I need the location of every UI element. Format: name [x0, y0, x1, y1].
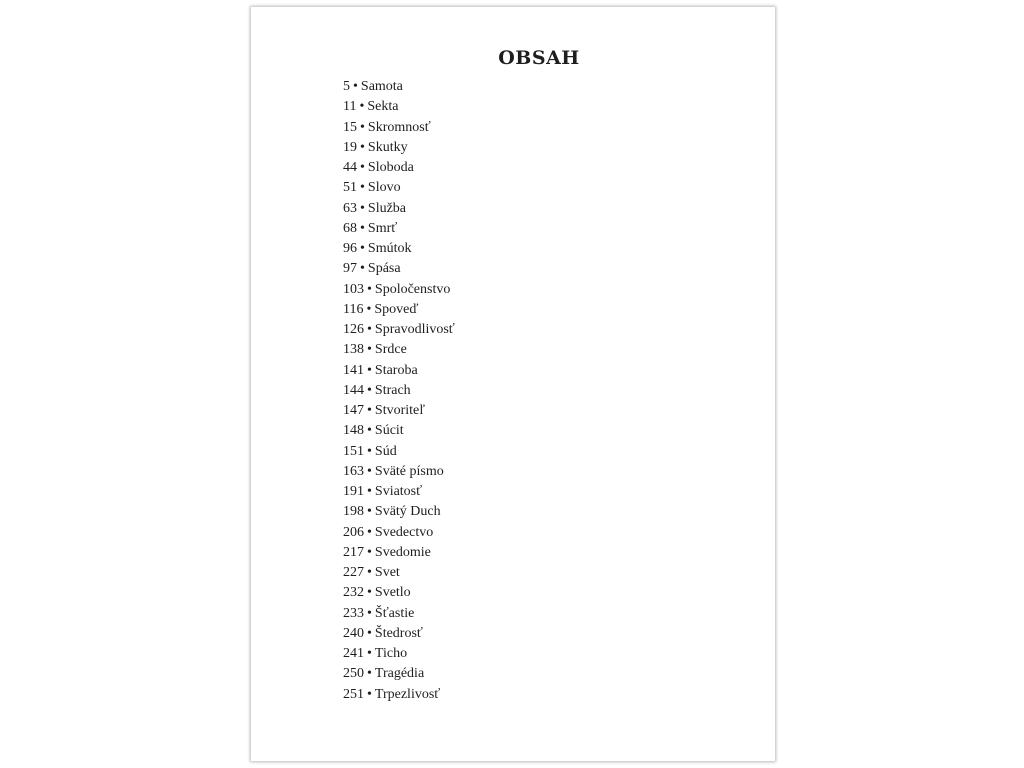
toc-separator: • — [367, 544, 372, 560]
toc-entry — [343, 624, 455, 644]
toc-entry-label: Súcit — [374, 423, 404, 439]
document-page — [251, 7, 775, 761]
toc-entry — [343, 118, 455, 138]
toc-entry — [343, 77, 455, 97]
toc-entry-label: Srdce — [374, 342, 407, 358]
toc-separator: • — [367, 565, 372, 580]
toc-entry — [343, 563, 455, 583]
toc-entry-label: Skutky — [367, 139, 408, 155]
toc-entry — [343, 543, 455, 563]
toc-page-number: 163 — [343, 463, 364, 479]
toc-entry-label: Sväté písmo — [374, 463, 444, 479]
toc-entry-label: Spása — [367, 261, 401, 277]
toc-entry-label: Štedrosť — [374, 625, 423, 641]
toc-entry — [343, 239, 455, 259]
toc-page-number: 44 — [343, 160, 357, 175]
toc-entry — [343, 604, 455, 624]
toc-separator: • — [360, 160, 365, 175]
toc-entry-label: Trpezlivosť — [374, 686, 441, 702]
toc-page-number: 97 — [343, 261, 357, 277]
toc-separator: • — [367, 605, 372, 621]
toc-page-number: 251 — [343, 686, 364, 702]
toc-separator: • — [367, 362, 372, 378]
toc-page-number: 217 — [343, 544, 364, 560]
toc-separator: • — [367, 463, 372, 479]
toc-entry-label: Sloboda — [367, 160, 414, 175]
toc-separator: • — [353, 79, 358, 94]
toc-entry — [343, 97, 455, 117]
toc-entry-label: Ticho — [374, 646, 408, 661]
toc-entry — [343, 199, 455, 219]
toc-entry — [343, 442, 455, 462]
toc-page-number: 51 — [343, 180, 357, 196]
toc-page-number: 116 — [343, 301, 364, 317]
toc-page-number: 241 — [343, 646, 364, 661]
toc-separator: • — [367, 504, 372, 520]
toc-entry — [343, 462, 455, 482]
toc-separator: • — [360, 220, 365, 236]
toc-page-number: 19 — [343, 139, 357, 155]
toc-separator: • — [367, 484, 372, 499]
toc-entry — [343, 300, 455, 320]
toc-entry — [343, 664, 455, 684]
toc-entry-label: Staroba — [374, 362, 418, 378]
toc-page-number: 63 — [343, 200, 357, 216]
toc-entry — [343, 178, 455, 198]
toc-page-number: 96 — [343, 241, 357, 256]
toc-page-number: 103 — [343, 281, 364, 297]
toc-page-number: 141 — [343, 362, 364, 378]
toc-page-number: 15 — [343, 119, 357, 135]
toc-entry — [343, 502, 455, 522]
toc-separator: • — [367, 646, 372, 661]
toc-entry-label: Smútok — [367, 241, 412, 256]
toc-entry-label: Sviatosť — [374, 484, 423, 499]
toc-entry-label: Služba — [367, 200, 407, 216]
toc-separator: • — [360, 200, 365, 216]
toc-separator: • — [360, 241, 365, 256]
toc-entry — [343, 523, 455, 543]
toc-entry-label: Svetlo — [374, 585, 411, 601]
toc-entry-label: Svet — [374, 565, 400, 580]
toc-entry-label: Skromnosť — [367, 119, 431, 135]
toc-separator: • — [367, 423, 372, 439]
toc-page-number: 126 — [343, 322, 364, 337]
toc-separator: • — [367, 625, 372, 641]
toc-separator: • — [360, 180, 365, 196]
toc-entry-label: Stvoriteľ — [374, 403, 425, 418]
toc-entry-label: Smrť — [367, 220, 398, 236]
toc-entry — [343, 482, 455, 502]
toc-entry — [343, 138, 455, 158]
toc-entry — [343, 340, 455, 360]
toc-entry-label: Tragédia — [374, 666, 425, 682]
toc-entry-label: Samota — [360, 79, 403, 94]
toc-page-number: 68 — [343, 220, 357, 236]
toc-page-number: 198 — [343, 504, 364, 520]
toc-page-number: 240 — [343, 625, 364, 641]
toc-separator: • — [367, 322, 372, 337]
toc-entry-label: Strach — [374, 382, 411, 398]
toc-page-number: 11 — [343, 99, 357, 115]
table-of-contents — [343, 77, 455, 705]
toc-entry — [343, 685, 455, 705]
toc-entry-label: Spoveď — [374, 301, 419, 317]
toc-separator: • — [367, 585, 372, 601]
toc-entry-label: Šťastie — [374, 605, 415, 621]
toc-entry — [343, 401, 455, 421]
toc-entry — [343, 381, 455, 401]
toc-separator: • — [367, 281, 372, 297]
toc-entry-label: Sekta — [367, 99, 399, 115]
toc-page-number: 250 — [343, 666, 364, 682]
toc-page-number: 151 — [343, 443, 364, 459]
toc-separator: • — [367, 666, 372, 682]
toc-entry — [343, 280, 455, 300]
toc-page-number: 232 — [343, 585, 364, 601]
toc-separator: • — [359, 99, 365, 115]
toc-separator: • — [367, 686, 372, 702]
toc-entry — [343, 361, 455, 381]
toc-separator: • — [366, 301, 372, 317]
toc-entry-label: Spravodlivosť — [374, 322, 455, 337]
toc-separator: • — [360, 139, 365, 155]
toc-separator: • — [367, 524, 372, 540]
toc-entry-label: Svedectvo — [374, 524, 434, 540]
toc-entry-label: Súd — [374, 443, 397, 459]
toc-entry — [343, 259, 455, 279]
toc-entry — [343, 320, 455, 340]
toc-page-number: 148 — [343, 423, 364, 439]
toc-entry — [343, 219, 455, 239]
toc-page-number: 138 — [343, 342, 364, 358]
toc-page-number: 206 — [343, 524, 364, 540]
toc-entry — [343, 421, 455, 441]
toc-separator: • — [360, 119, 365, 135]
toc-entry — [343, 583, 455, 603]
toc-separator: • — [367, 382, 372, 398]
toc-page-number: 227 — [343, 565, 364, 580]
toc-page-number: 233 — [343, 605, 364, 621]
toc-entry-label: Slovo — [367, 180, 401, 196]
toc-separator: • — [360, 261, 365, 277]
toc-page-number: 144 — [343, 382, 364, 398]
toc-entry — [343, 158, 455, 178]
page-title: OBSAH — [498, 47, 580, 69]
toc-separator: • — [367, 403, 372, 418]
toc-entry-label: Spoločenstvo — [374, 281, 451, 297]
toc-separator: • — [367, 443, 372, 459]
toc-entry-label: Svedomie — [374, 544, 431, 560]
toc-entry — [343, 644, 455, 664]
toc-page-number: 5 — [343, 79, 350, 94]
toc-entry-label: Svätý Duch — [374, 504, 441, 520]
toc-page-number: 147 — [343, 403, 364, 418]
toc-separator: • — [367, 342, 372, 358]
toc-page-number: 191 — [343, 484, 364, 499]
